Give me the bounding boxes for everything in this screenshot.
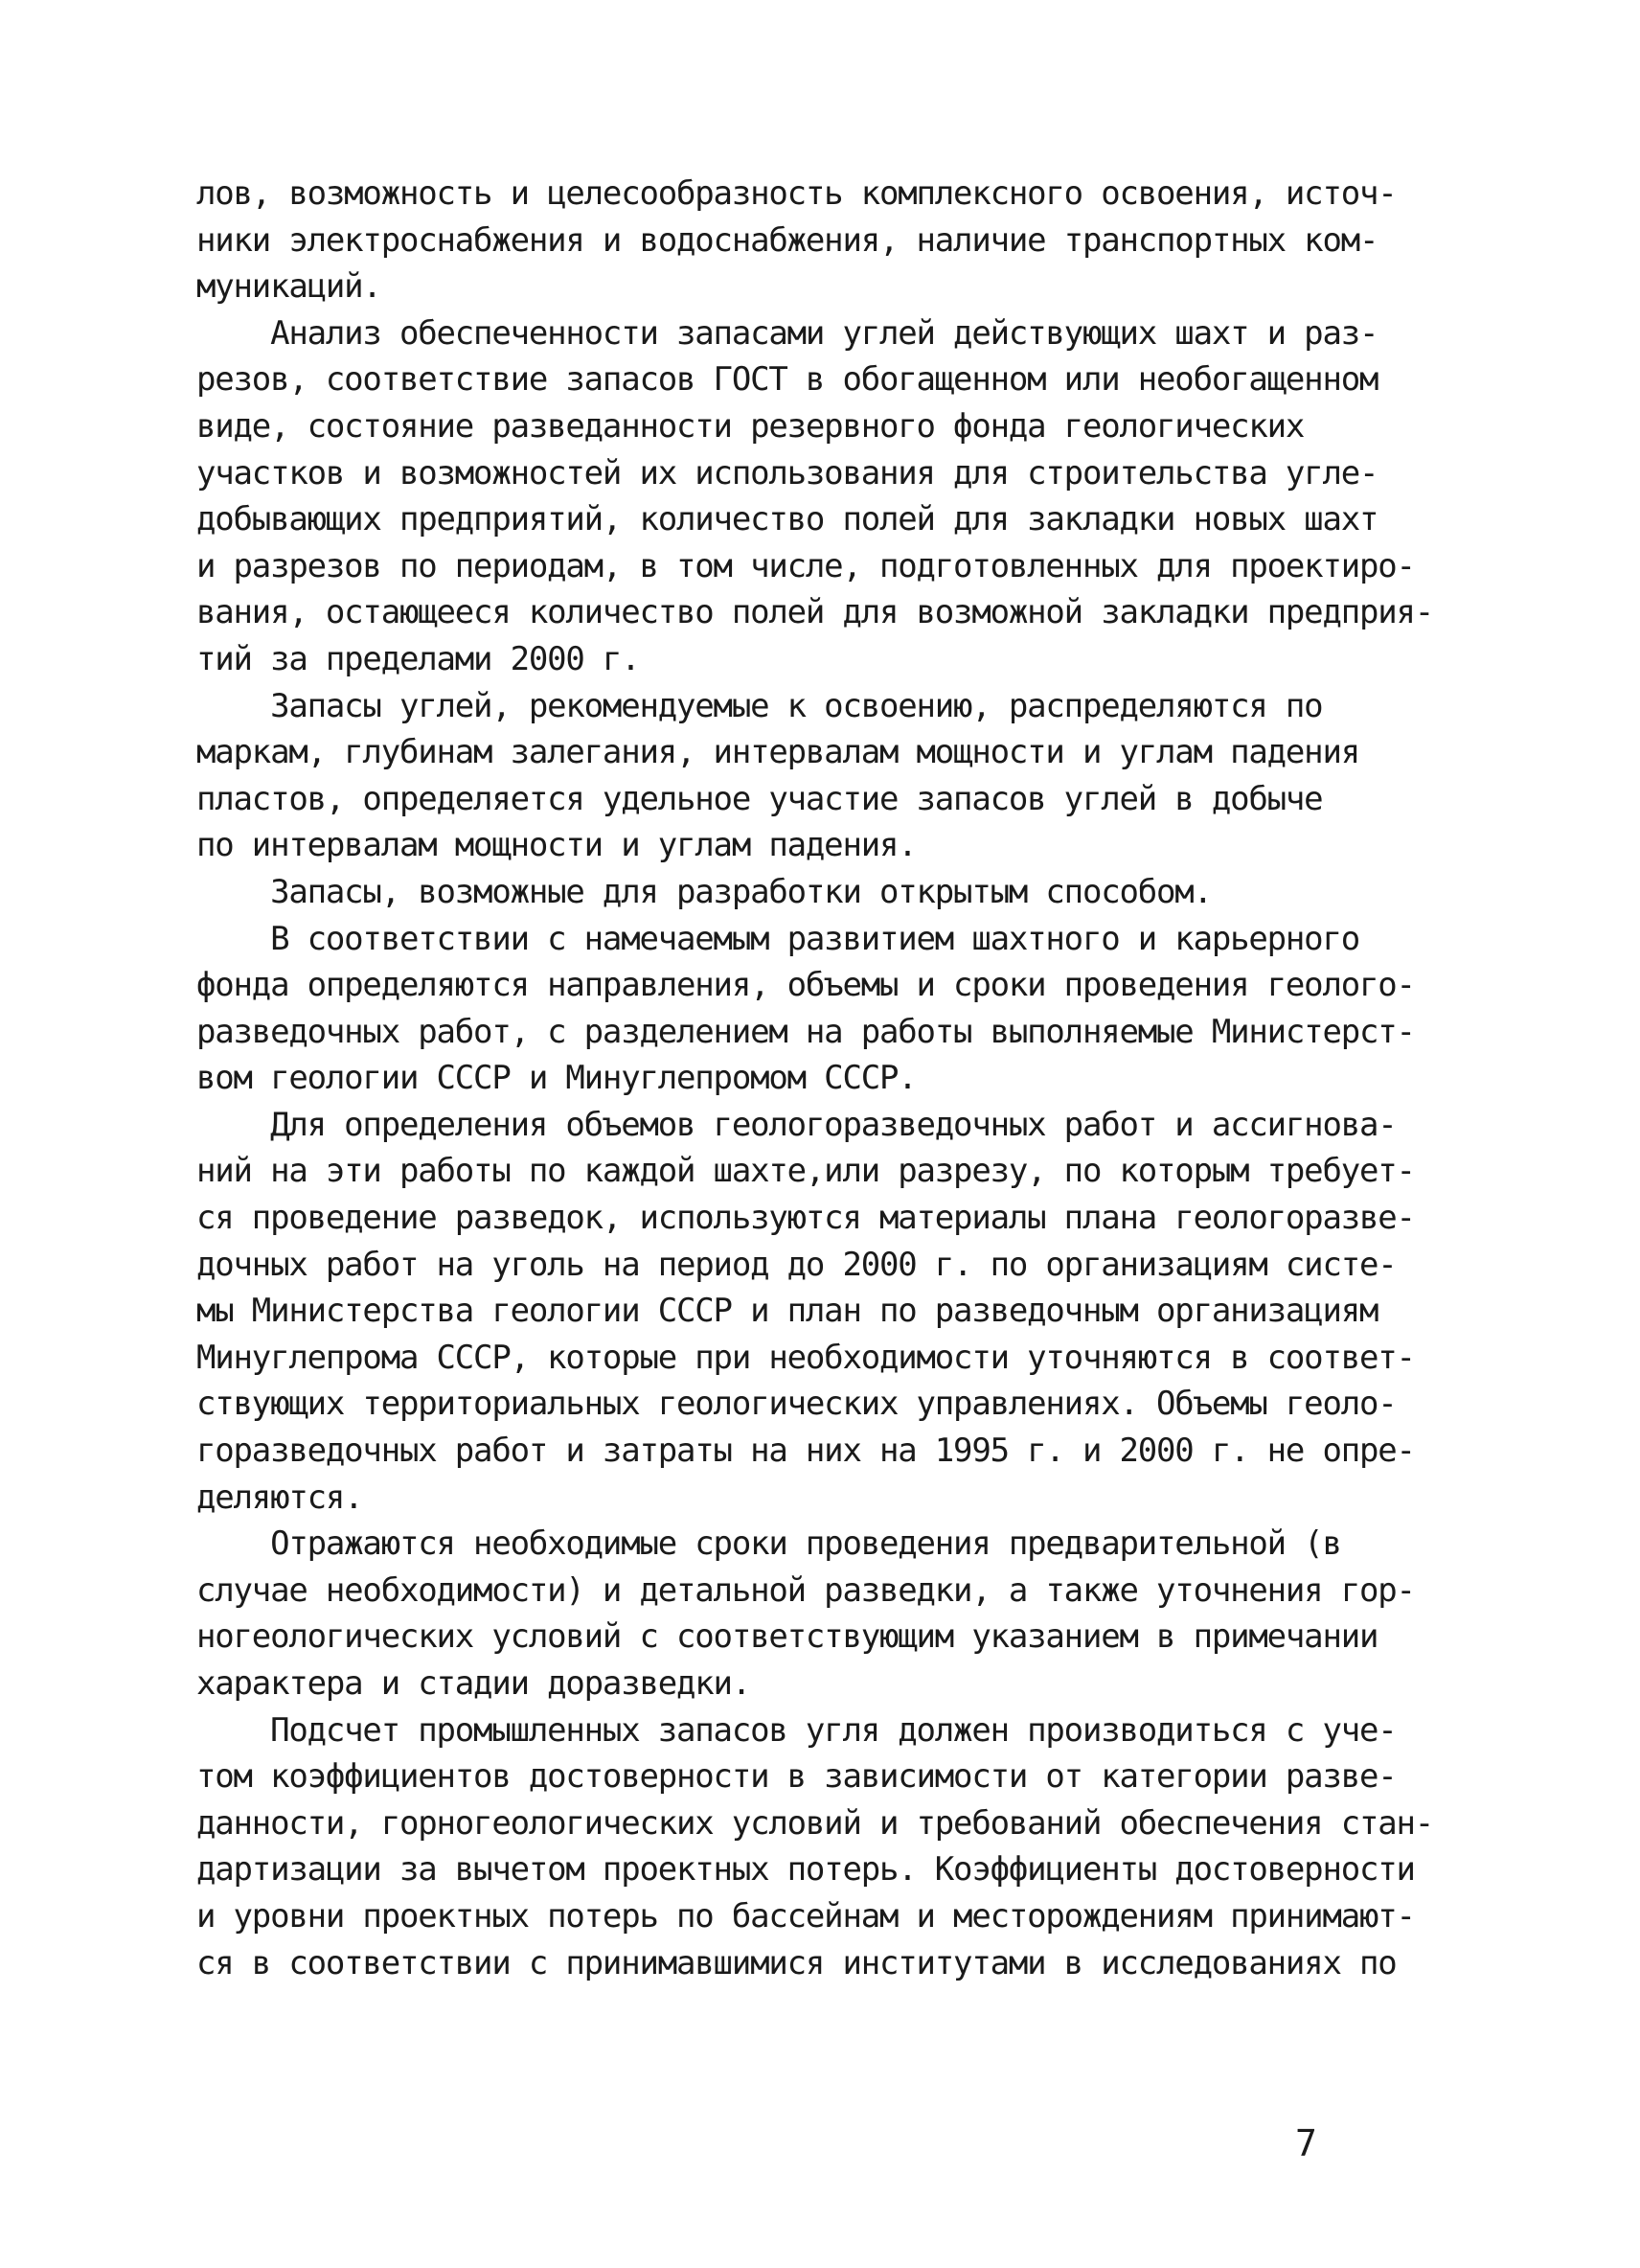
text-line: ствующих территориальных геологических управлениях. Объемы геоло- [196,1385,1397,1424]
text-line: лов, возможность и целесообразность комплексного освоения, источ- [196,174,1397,213]
text-line: Минуглепрома СССР, которые при необходимости уточняются в соответ- [196,1338,1415,1377]
text-line: вания, остающееся количество полей для возможной закладки предприя- [196,593,1434,632]
text-line: виде, состояние разведанности резервного фонда геологических [196,406,1305,446]
text-line: добывающих предприятий, количество полей для закладки новых шахт [196,500,1378,539]
text-line: характера и стадии доразведки. [196,1664,751,1703]
text-line: и разрезов по периодам, в том числе, подготовленных для проектиро- [196,546,1415,585]
text-line: муникаций. [196,267,381,307]
text-line: резов, соответствие запасов ГОСТ в обогащенном или необогащенном [196,360,1378,400]
text-line: Для определения объемов геологоразведочных работ и ассигнова- [196,1105,1397,1144]
text-line: ся проведение разведок, используются материалы плана геологоразве- [196,1199,1415,1238]
text-line: Отражаются необходимые сроки проведения предварительной (в [196,1524,1341,1564]
body-text [196,171,1480,1986]
text-line: том коэффициентов достоверности в зависимости от категории разве- [196,1757,1397,1797]
text-line: Подсчет промышленных запасов угля должен производиться с уче- [196,1710,1397,1750]
text-line: мы Министерства геологии СССР и план по разведочным организациям [196,1292,1378,1331]
text-line: и уровни проектных потерь по бассейнам и месторождениям принимают- [196,1896,1415,1936]
text-line: Запасы углей, рекомендуемые к освоению, распределяются по [196,686,1323,725]
text-line: тий за пределами 2000 г. [196,639,640,678]
text-line: ники электроснабжения и водоснабжения, наличие транспортных ком- [196,220,1378,260]
text-line: ний на эти работы по каждой шахте,или разрезу, по которым требует- [196,1152,1415,1191]
text-line: пластов, определяется удельное участие запасов углей в добыче [196,779,1323,818]
text-line: Анализ обеспеченности запасами углей действующих шахт и раз- [196,313,1378,353]
text-line: участков и возможностей их использования для строительства угле- [196,453,1378,493]
text-line: дочных работ на уголь на период до 2000 г. по организациям систе- [196,1245,1397,1284]
text-line: вом геологии СССР и Минуглепромом СССР. [196,1059,917,1098]
text-line: ногеологических условий с соответствующим указанием в примечании [196,1617,1378,1657]
text-line: случае необходимости) и детальной разведки, а также уточнения гор- [196,1570,1415,1610]
text-line: Запасы, возможные для разработки открытым способом. [196,872,1212,911]
text-line: ся в соответствии с принимавшимися институтами в исследованиях по [196,1943,1397,1982]
text-line: разведочных работ, с разделением на работы выполняемые Министерст- [196,1012,1415,1051]
text-line: В соответствии с намечаемым развитием шахтного и карьерного [196,919,1359,958]
text-line: фонда определяются направления, объемы и сроки проведения геолого- [196,966,1415,1005]
text-line: горазведочных работ и затраты на них на 1995 г. и 2000 г. не опре- [196,1432,1415,1471]
text-line: маркам, глубинам залегания, интервалам мощности и углам падения [196,733,1359,772]
page-number: 7 [1295,2122,1317,2165]
text-line: данности, горногеологических условий и требований обеспечения стан- [196,1803,1434,1843]
text-line: деляются. [196,1478,363,1517]
text-line: по интервалам мощности и углам падения. [196,826,917,865]
text-line: дартизации за вычетом проектных потерь. Коэффициенты достоверности [196,1850,1415,1890]
